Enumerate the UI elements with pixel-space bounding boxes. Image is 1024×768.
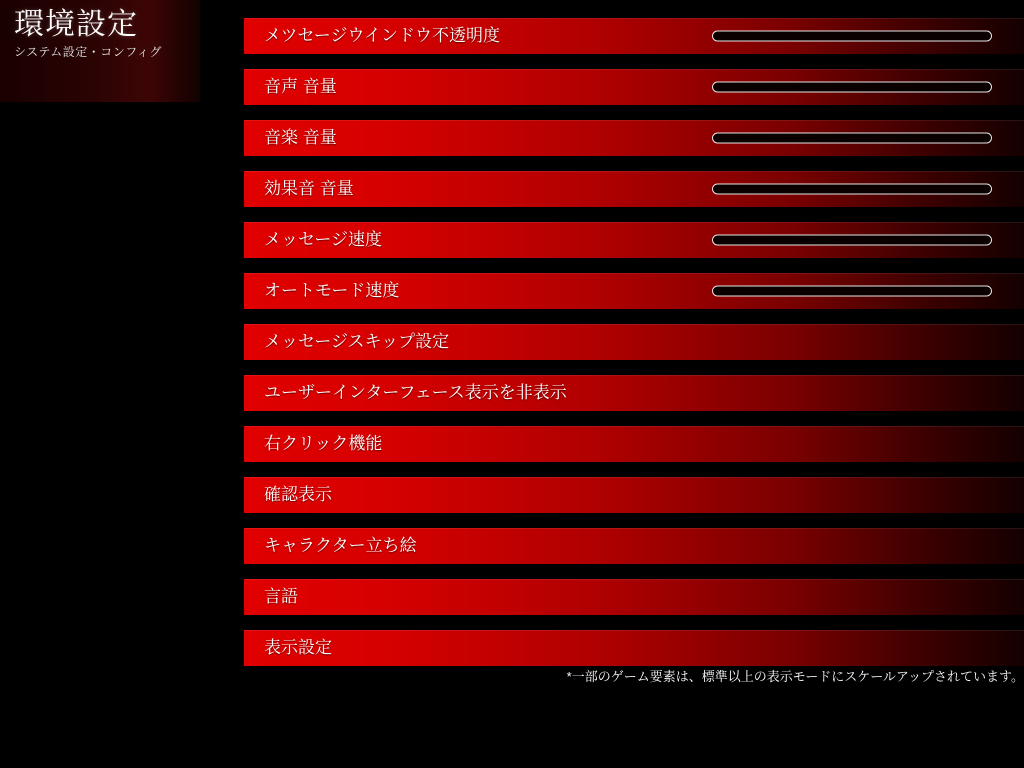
menu-row[interactable] [244, 375, 1024, 411]
slider-track[interactable] [712, 133, 992, 144]
menu-row[interactable] [244, 120, 1024, 156]
config-menu-list [244, 18, 1024, 681]
menu-row[interactable] [244, 222, 1024, 258]
page-title: 環境設定 [14, 8, 138, 41]
menu-row[interactable] [244, 171, 1024, 207]
slider-track[interactable] [712, 82, 992, 93]
config-title-block [0, 0, 200, 102]
menu-row-label: 右クリック機能 [264, 434, 383, 453]
menu-row-label: メッセージ速度 [264, 230, 382, 249]
slider-track[interactable] [712, 286, 992, 297]
slider-track[interactable] [712, 235, 992, 246]
footnote-text: *一部のゲーム要素は、標準以上の表示モードにスケールアップされています。 [566, 669, 1024, 684]
menu-row[interactable] [244, 630, 1024, 666]
menu-row[interactable] [244, 69, 1024, 105]
menu-row-label: 言語 [264, 587, 298, 606]
menu-row[interactable] [244, 477, 1024, 513]
menu-row-label: キャラクター立ち絵 [264, 536, 417, 555]
menu-row-label: 効果音 音量 [264, 179, 354, 198]
menu-row-label: メッセージスキップ設定 [264, 332, 450, 351]
menu-row-label: ユーザーインターフェース表示を非表示 [264, 383, 567, 402]
menu-row[interactable] [244, 273, 1024, 309]
menu-row-label: 確認表示 [264, 485, 332, 504]
menu-row[interactable] [244, 324, 1024, 360]
menu-row-label: オートモード速度 [264, 281, 400, 300]
menu-row-label: 音楽 音量 [264, 128, 337, 147]
page-subtitle: システム設定・コンフィグ [14, 45, 162, 59]
menu-row[interactable] [244, 528, 1024, 564]
menu-row-label: 表示設定 [264, 638, 332, 657]
slider-track[interactable] [712, 184, 992, 195]
menu-row[interactable] [244, 579, 1024, 615]
slider-track[interactable] [712, 31, 992, 42]
menu-row[interactable] [244, 18, 1024, 54]
menu-row-label: 音声 音量 [264, 77, 337, 96]
menu-row-label: メツセージウインドウ不透明度 [264, 26, 500, 45]
menu-row[interactable] [244, 426, 1024, 462]
